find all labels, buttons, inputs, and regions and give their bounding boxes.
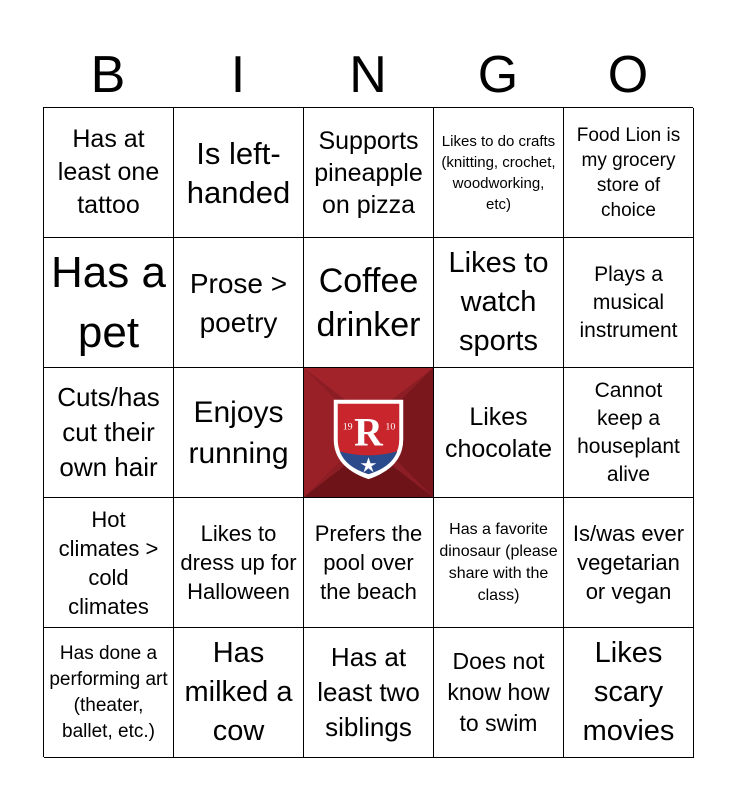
bingo-cell[interactable] [44,368,174,498]
cell-text: Enjoys running [188,395,289,470]
header-letter-b: B [90,46,126,104]
bingo-cell[interactable] [44,238,174,368]
cell-text: Does not know how to swim [447,648,550,736]
header-letter-n: N [349,46,387,104]
logo-year-right: 10 [385,421,396,433]
bingo-cell[interactable] [174,108,304,238]
bingo-cell[interactable] [44,628,174,758]
cell-text: Coffee drinker [316,261,421,344]
cell-text: Cannot keep a houseplant alive [577,378,680,486]
bingo-cell[interactable] [434,368,564,498]
cell-text: Food Lion is my grocery store of choice [576,124,681,221]
cell-text: Likes chocolate [444,402,553,463]
cell-text: Likes to watch sports [448,247,549,357]
cell-text: Likes scary movies [582,637,675,747]
bingo-cell[interactable] [434,628,564,758]
cell-text: Cuts/has cut their own hair [57,382,160,482]
bingo-grid [43,107,693,757]
bingo-cell[interactable] [564,108,694,238]
cell-text: Has done a performing art (theater, ballet, etc.) [49,642,168,742]
cell-text: Supports pineapple on pizza [314,126,423,219]
bingo-header [43,42,693,108]
school-logo-icon [304,368,433,497]
bingo-cell[interactable] [564,628,694,758]
bingo-cell[interactable] [174,368,304,498]
header-letter-i: I [230,46,246,104]
bingo-cell[interactable] [564,368,694,498]
cell-text: Has a favorite dinosaur (please share with the class) [439,520,558,604]
bingo-cell[interactable] [304,108,434,238]
bingo-cell[interactable] [434,498,564,628]
cell-text: Is/was ever vegetarian or vegan [572,521,685,604]
cell-text: Is left-handed [186,135,291,210]
bingo-cell[interactable] [174,498,304,628]
bingo-cell[interactable] [564,498,694,628]
bingo-cell[interactable] [174,628,304,758]
cell-text: Hot climates > cold climates [58,506,159,619]
bingo-cell[interactable] [304,498,434,628]
bingo-cell[interactable] [304,238,434,368]
bingo-cell[interactable] [44,498,174,628]
bingo-cell[interactable] [434,108,564,238]
bingo-cell[interactable] [174,238,304,368]
cell-text: Likes to do crafts (knitting, crochet, woodworking, etc) [441,132,556,213]
cell-text: Has at least one tattoo [57,125,160,219]
cell-text: Has milked a cow [184,637,293,747]
header-letter-o: O [607,46,649,104]
bingo-cell[interactable] [44,108,174,238]
bingo-cell[interactable] [434,238,564,368]
cell-text: Prefers the pool over the beach [314,521,423,604]
bingo-cell[interactable] [304,628,434,758]
header-letter-g: G [477,46,519,104]
cell-text: Has at least two siblings [317,642,420,742]
logo-year-left: 19 [342,421,353,433]
cell-text: Plays a musical instrument [579,262,678,342]
cell-text: Has a pet [51,247,166,357]
bingo-cell[interactable] [564,238,694,368]
cell-text: Prose > poetry [189,267,288,338]
logo-letter: R [354,410,383,455]
free-space[interactable] [304,368,434,498]
cell-text: Likes to dress up for Halloween [180,521,297,604]
